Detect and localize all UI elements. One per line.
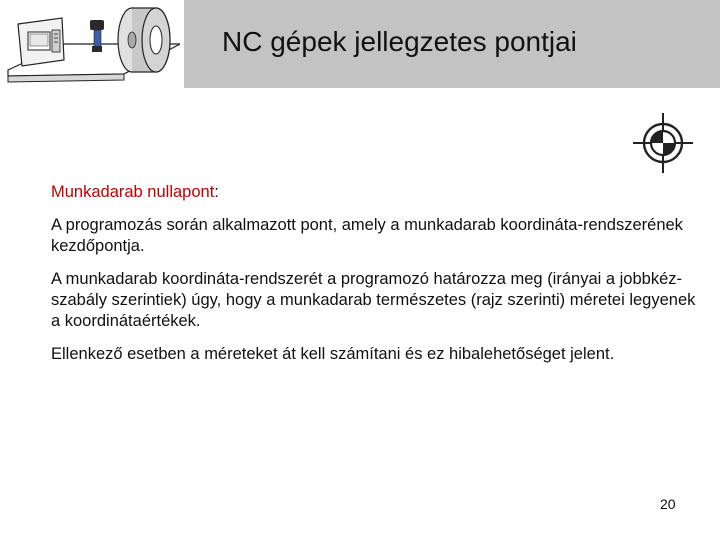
- paragraph: Ellenkező esetben a méreteket át kell számítani és ez hibalehetőséget jelent.: [51, 345, 615, 363]
- page-title: NC gépek jellegzetes pontjai: [222, 26, 577, 57]
- paragraph: A programozás során alkalmazott pont, amely a munkadarab koordináta-rendszerének kezdőpontja.: [51, 216, 683, 255]
- section-heading: Munkadarab nullapont: [51, 183, 215, 201]
- nc-machine-logo-icon: [4, 4, 184, 86]
- slide-content: [51, 182, 701, 377]
- page-number: 20: [660, 496, 676, 512]
- heading-colon: :: [214, 183, 219, 201]
- heading-line: [51, 182, 701, 203]
- paragraph: A munkadarab koordináta-rendszerét a programozó határozza meg (irányai a jobbkéz-szabály szerintiek) úgy, hogy a munkadarab természetes (rajz szerinti) méretei legyenek a koordinátaértékek.: [51, 270, 696, 330]
- workpiece-zero-point-icon: [632, 112, 694, 174]
